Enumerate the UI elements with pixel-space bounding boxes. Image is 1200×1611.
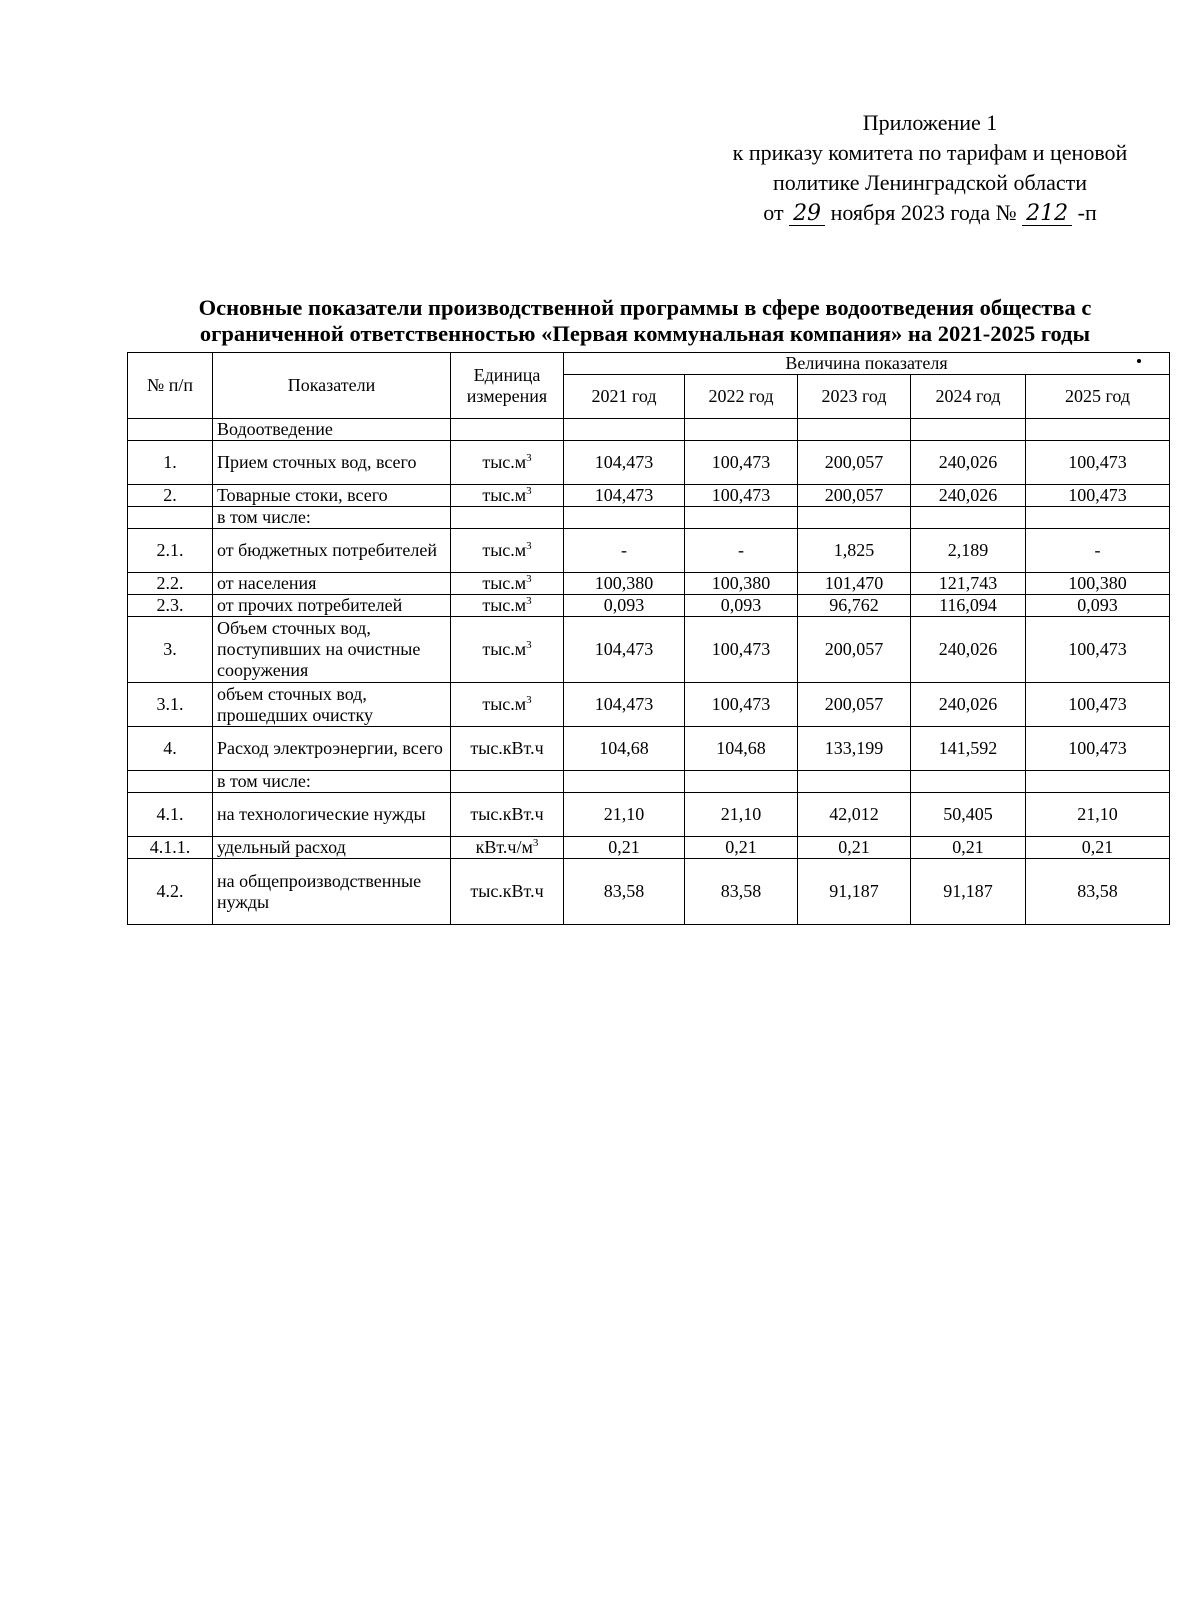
order-reference-line: к приказу комитета по тарифам и ценовой: [732, 140, 1128, 165]
row-value: 21,10: [1026, 793, 1170, 837]
row-value: 0,093: [564, 595, 685, 617]
row-value: 100,473: [685, 441, 798, 485]
row-value: 100,473: [1026, 727, 1170, 771]
row-value: [798, 771, 911, 793]
header-unit-line2: измерения: [466, 385, 548, 406]
row-indicator: на общепроизводственные нужды: [213, 859, 451, 925]
row-value: 200,057: [798, 485, 911, 507]
row-value: [564, 771, 685, 793]
row-number: [128, 771, 213, 793]
row-unit: тыс.кВт.ч: [451, 859, 564, 925]
table-row: [128, 837, 1170, 859]
row-value: [564, 507, 685, 529]
row-indicator: от прочих потребителей: [213, 595, 451, 617]
row-value: -: [1026, 529, 1170, 573]
header-year: 2022 год: [685, 375, 798, 419]
row-value: 200,057: [798, 617, 911, 683]
row-value: -: [564, 529, 685, 573]
row-value: 100,473: [1026, 683, 1170, 727]
row-value: 121,743: [911, 573, 1026, 595]
row-value: [911, 771, 1026, 793]
table-row: [128, 507, 1170, 529]
row-value: 104,473: [564, 683, 685, 727]
row-value: [564, 419, 685, 441]
row-value: [1026, 771, 1170, 793]
header-num: № п/п: [128, 353, 213, 419]
row-value: 100,473: [685, 485, 798, 507]
row-value: 240,026: [911, 683, 1026, 727]
indicators-table: [127, 352, 1170, 925]
row-value: 0,21: [911, 837, 1026, 859]
document-title: [120, 295, 1170, 347]
row-value: 100,380: [1026, 573, 1170, 595]
row-value: 96,762: [798, 595, 911, 617]
approval-block: [700, 108, 1160, 228]
row-value: 104,473: [564, 441, 685, 485]
table-row: [128, 771, 1170, 793]
header-value-group-label: Величина показателя: [785, 353, 948, 373]
row-unit: $тыс.м^3$: [451, 683, 564, 727]
row-value: 200,057: [798, 683, 911, 727]
table-row: [128, 419, 1170, 441]
row-indicator: в том числе:: [213, 507, 451, 529]
row-number: 4.: [128, 727, 213, 771]
row-indicator: от бюджетных потребителей: [213, 529, 451, 573]
table-row: [128, 727, 1170, 771]
row-value: 91,187: [911, 859, 1026, 925]
row-number: 4.1.1.: [128, 837, 213, 859]
row-value: 104,68: [685, 727, 798, 771]
row-value: 104,473: [564, 617, 685, 683]
date-prefix: от: [763, 200, 784, 225]
row-value: 200,057: [798, 441, 911, 485]
row-unit: $тыс.м^3$: [451, 529, 564, 573]
row-value: 100,473: [1026, 485, 1170, 507]
row-value: 42,012: [798, 793, 911, 837]
row-value: 21,10: [564, 793, 685, 837]
row-value: 141,592: [911, 727, 1026, 771]
table-row: [128, 573, 1170, 595]
row-indicator: Расход электроэнергии, всего: [213, 727, 451, 771]
table-row: [128, 617, 1170, 683]
row-number: 1.: [128, 441, 213, 485]
row-value: 240,026: [911, 485, 1026, 507]
row-indicator: удельный расход: [213, 837, 451, 859]
row-value: 83,58: [564, 859, 685, 925]
row-value: 1,825: [798, 529, 911, 573]
table-row: [128, 441, 1170, 485]
row-value: 240,026: [911, 617, 1026, 683]
row-value: 100,380: [564, 573, 685, 595]
row-value: 2,189: [911, 529, 1026, 573]
row-value: [911, 507, 1026, 529]
handwritten-order-number: 212: [1022, 203, 1072, 226]
row-value: 91,187: [798, 859, 911, 925]
row-unit: $тыс.м^3$: [451, 485, 564, 507]
row-value: 83,58: [685, 859, 798, 925]
row-value: 240,026: [911, 441, 1026, 485]
row-unit: [451, 507, 564, 529]
scan-dot: [1137, 359, 1141, 363]
row-value: 104,68: [564, 727, 685, 771]
row-value: 0,21: [564, 837, 685, 859]
row-value: 0,093: [685, 595, 798, 617]
header-year: 2024 год: [911, 375, 1026, 419]
row-value: 0,21: [798, 837, 911, 859]
row-value: 100,473: [685, 617, 798, 683]
table-row: [128, 859, 1170, 925]
table-row: [128, 793, 1170, 837]
title-line-1: Основные показатели производственной программы в сфере водоотведения общества с: [198, 295, 1092, 320]
row-number: 2.: [128, 485, 213, 507]
appendix-label: Приложение 1: [862, 110, 998, 135]
row-value: 104,473: [564, 485, 685, 507]
row-unit: $тыс.м^3$: [451, 595, 564, 617]
table-body: [128, 419, 1170, 925]
row-number: 3.1.: [128, 683, 213, 727]
header-indicator: Показатели: [213, 353, 451, 419]
row-value: [685, 507, 798, 529]
row-value: [1026, 419, 1170, 441]
row-indicator: объем сточных вод, прошедших очистку: [213, 683, 451, 727]
row-value: 83,58: [1026, 859, 1170, 925]
title-line-2: ограниченной ответственностью «Первая коммунальная компания» на 2021-2025 годы: [199, 321, 1091, 346]
row-value: 0,21: [685, 837, 798, 859]
header-year: 2025 год: [1026, 375, 1170, 419]
row-unit: $тыс.м^3$: [451, 573, 564, 595]
row-unit: [451, 419, 564, 441]
row-value: [798, 419, 911, 441]
row-indicator: на технологические нужды: [213, 793, 451, 837]
row-unit: тыс.кВт.ч: [451, 727, 564, 771]
header-unit: [451, 353, 564, 419]
row-number: [128, 419, 213, 441]
row-value: 50,405: [911, 793, 1026, 837]
header-unit-line1: Единица: [473, 364, 541, 385]
header-year: 2023 год: [798, 375, 911, 419]
row-value: [685, 419, 798, 441]
row-indicator: Товарные стоки, всего: [213, 485, 451, 507]
row-value: [1026, 507, 1170, 529]
header-year: 2021 год: [564, 375, 685, 419]
date-middle: ноября 2023 года №: [830, 200, 1017, 225]
row-value: [798, 507, 911, 529]
row-value: 100,473: [1026, 617, 1170, 683]
row-indicator: Водоотведение: [213, 419, 451, 441]
row-unit: $кВт.ч/м^3$: [451, 837, 564, 859]
row-unit: тыс.кВт.ч: [451, 793, 564, 837]
table-row: [128, 485, 1170, 507]
row-number: 4.2.: [128, 859, 213, 925]
row-value: [911, 419, 1026, 441]
row-value: 0,093: [1026, 595, 1170, 617]
row-value: 100,473: [1026, 441, 1170, 485]
row-indicator: в том числе:: [213, 771, 451, 793]
row-number: 2.2.: [128, 573, 213, 595]
order-date-line: [700, 198, 1160, 228]
row-value: -: [685, 529, 798, 573]
row-value: 116,094: [911, 595, 1026, 617]
row-number: 2.1.: [128, 529, 213, 573]
table-row: [128, 595, 1170, 617]
row-value: 21,10: [685, 793, 798, 837]
row-value: 133,199: [798, 727, 911, 771]
row-number: 2.3.: [128, 595, 213, 617]
row-number: 4.1.: [128, 793, 213, 837]
order-suffix: -п: [1077, 200, 1097, 225]
table-row: [128, 529, 1170, 573]
row-value: 101,470: [798, 573, 911, 595]
row-unit: [451, 771, 564, 793]
table-row: [128, 683, 1170, 727]
committee-name-line: политике Ленинградской области: [772, 170, 1087, 195]
row-indicator: Прием сточных вод, всего: [213, 441, 451, 485]
row-value: [685, 771, 798, 793]
row-indicator: Объем сточных вод, поступивших на очистные сооружения: [213, 617, 451, 683]
row-value: 0,21: [1026, 837, 1170, 859]
row-value: 100,473: [685, 683, 798, 727]
row-unit: $тыс.м^3$: [451, 441, 564, 485]
row-number: 3.: [128, 617, 213, 683]
row-unit: $тыс.м^3$: [451, 617, 564, 683]
handwritten-day: 29: [789, 203, 825, 226]
header-value-group: [564, 353, 1170, 375]
row-number: [128, 507, 213, 529]
row-value: 100,380: [685, 573, 798, 595]
row-indicator: от населения: [213, 573, 451, 595]
